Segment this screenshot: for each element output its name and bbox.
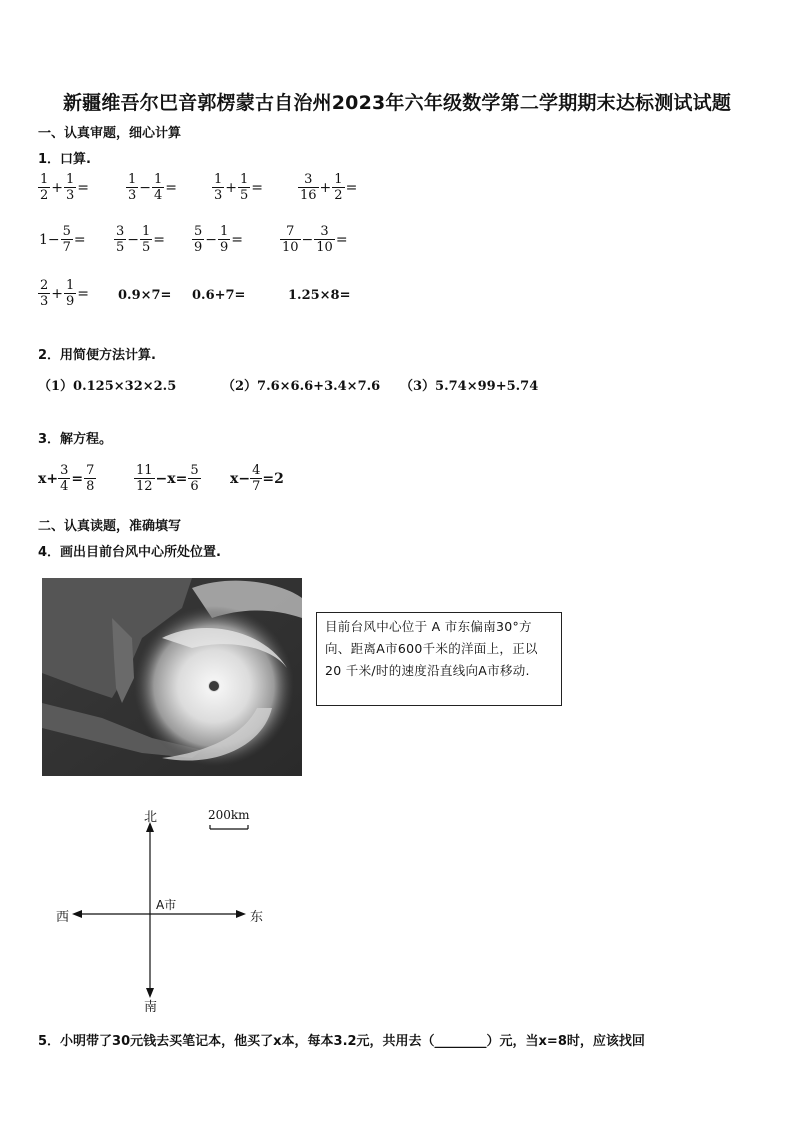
calc-2-4: $\frac{7}{10}$ − $\frac{3}{10}$ = [282,224,348,255]
calc-3-4: 1.25×8= [288,288,351,303]
calc-1-2: $\frac{1}{3}$ − $\frac{1}{4}$ = [128,172,178,203]
calc-2-1: 1− $\frac{5}{7}$ = [39,224,86,255]
center-city-label: A市 [156,898,177,912]
calc-1-4: $\frac{3}{16}$ + $\frac{1}{2}$ = [300,172,358,203]
calc-3-2: 0.9×7= [118,288,172,303]
calc-2-3: $\frac{5}{9}$ − $\frac{1}{9}$ = [194,224,244,255]
typhoon-info-box: 目前台风中心位于 A 市东偏南30°方向、距离A市600千米的洋面上，正以 20 千米/时的速度沿直线向A市移动. [316,612,562,706]
east-label: 东 [250,910,264,925]
calc-2-2: $\frac{3}{5}$ − $\frac{1}{5}$ = [116,224,166,255]
calc-1-3: $\frac{1}{3}$ + $\frac{1}{5}$ = [214,172,264,203]
calc-3-1: $\frac{2}{3}$ + $\frac{1}{9}$ = [40,278,90,309]
west-label: 西 [56,910,70,925]
scale-label: 200km [208,808,250,822]
west-arrowhead [72,910,82,918]
question-2-label: 2．用简便方法计算. [38,348,156,363]
east-arrowhead [236,910,246,918]
question-5-text: 5．小明带了30元钱去买笔记本，他买了x本，每本3.2元，共用去（________）元，当x=8时，应该找回 [38,1034,645,1049]
south-label: 南 [144,1000,158,1015]
equation-3: x− $\frac{4}{7}$ =2 [230,463,284,494]
calc-3-3: 0.6+7= [192,288,246,303]
simplify-item-3: （3）5.74×99+5.74 [400,379,539,394]
question-4-label: 4．画出目前台风中心所处位置. [38,545,221,560]
equation-1: x+ $\frac{3}{4}$ = $\frac{7}{8}$ [38,463,95,494]
page-title: 新疆维吾尔巴音郭楞蒙古自治州2023年六年级数学第二学期期末达标测试试题 [62,92,732,114]
question-3-label: 3．解方程。 [38,432,113,447]
question-1-label: 1．口算. [38,152,91,167]
simplify-item-2: （2）7.6×6.6+3.4×7.6 [222,379,381,394]
section-1-heading: 一、认真审题，细心计算 [38,126,182,141]
typhoon-satellite-image [42,578,302,776]
calc-1-1: $\frac{1}{2}$ + $\frac{1}{3}$ = [40,172,90,203]
equation-2: $\frac{11}{12}$ −x= $\frac{5}{6}$ [136,463,199,494]
north-label: 北 [144,810,158,825]
section-2-heading: 二、认真读题，准确填写 [38,519,182,534]
simplify-item-1: （1）0.125×32×2.5 [38,379,177,394]
